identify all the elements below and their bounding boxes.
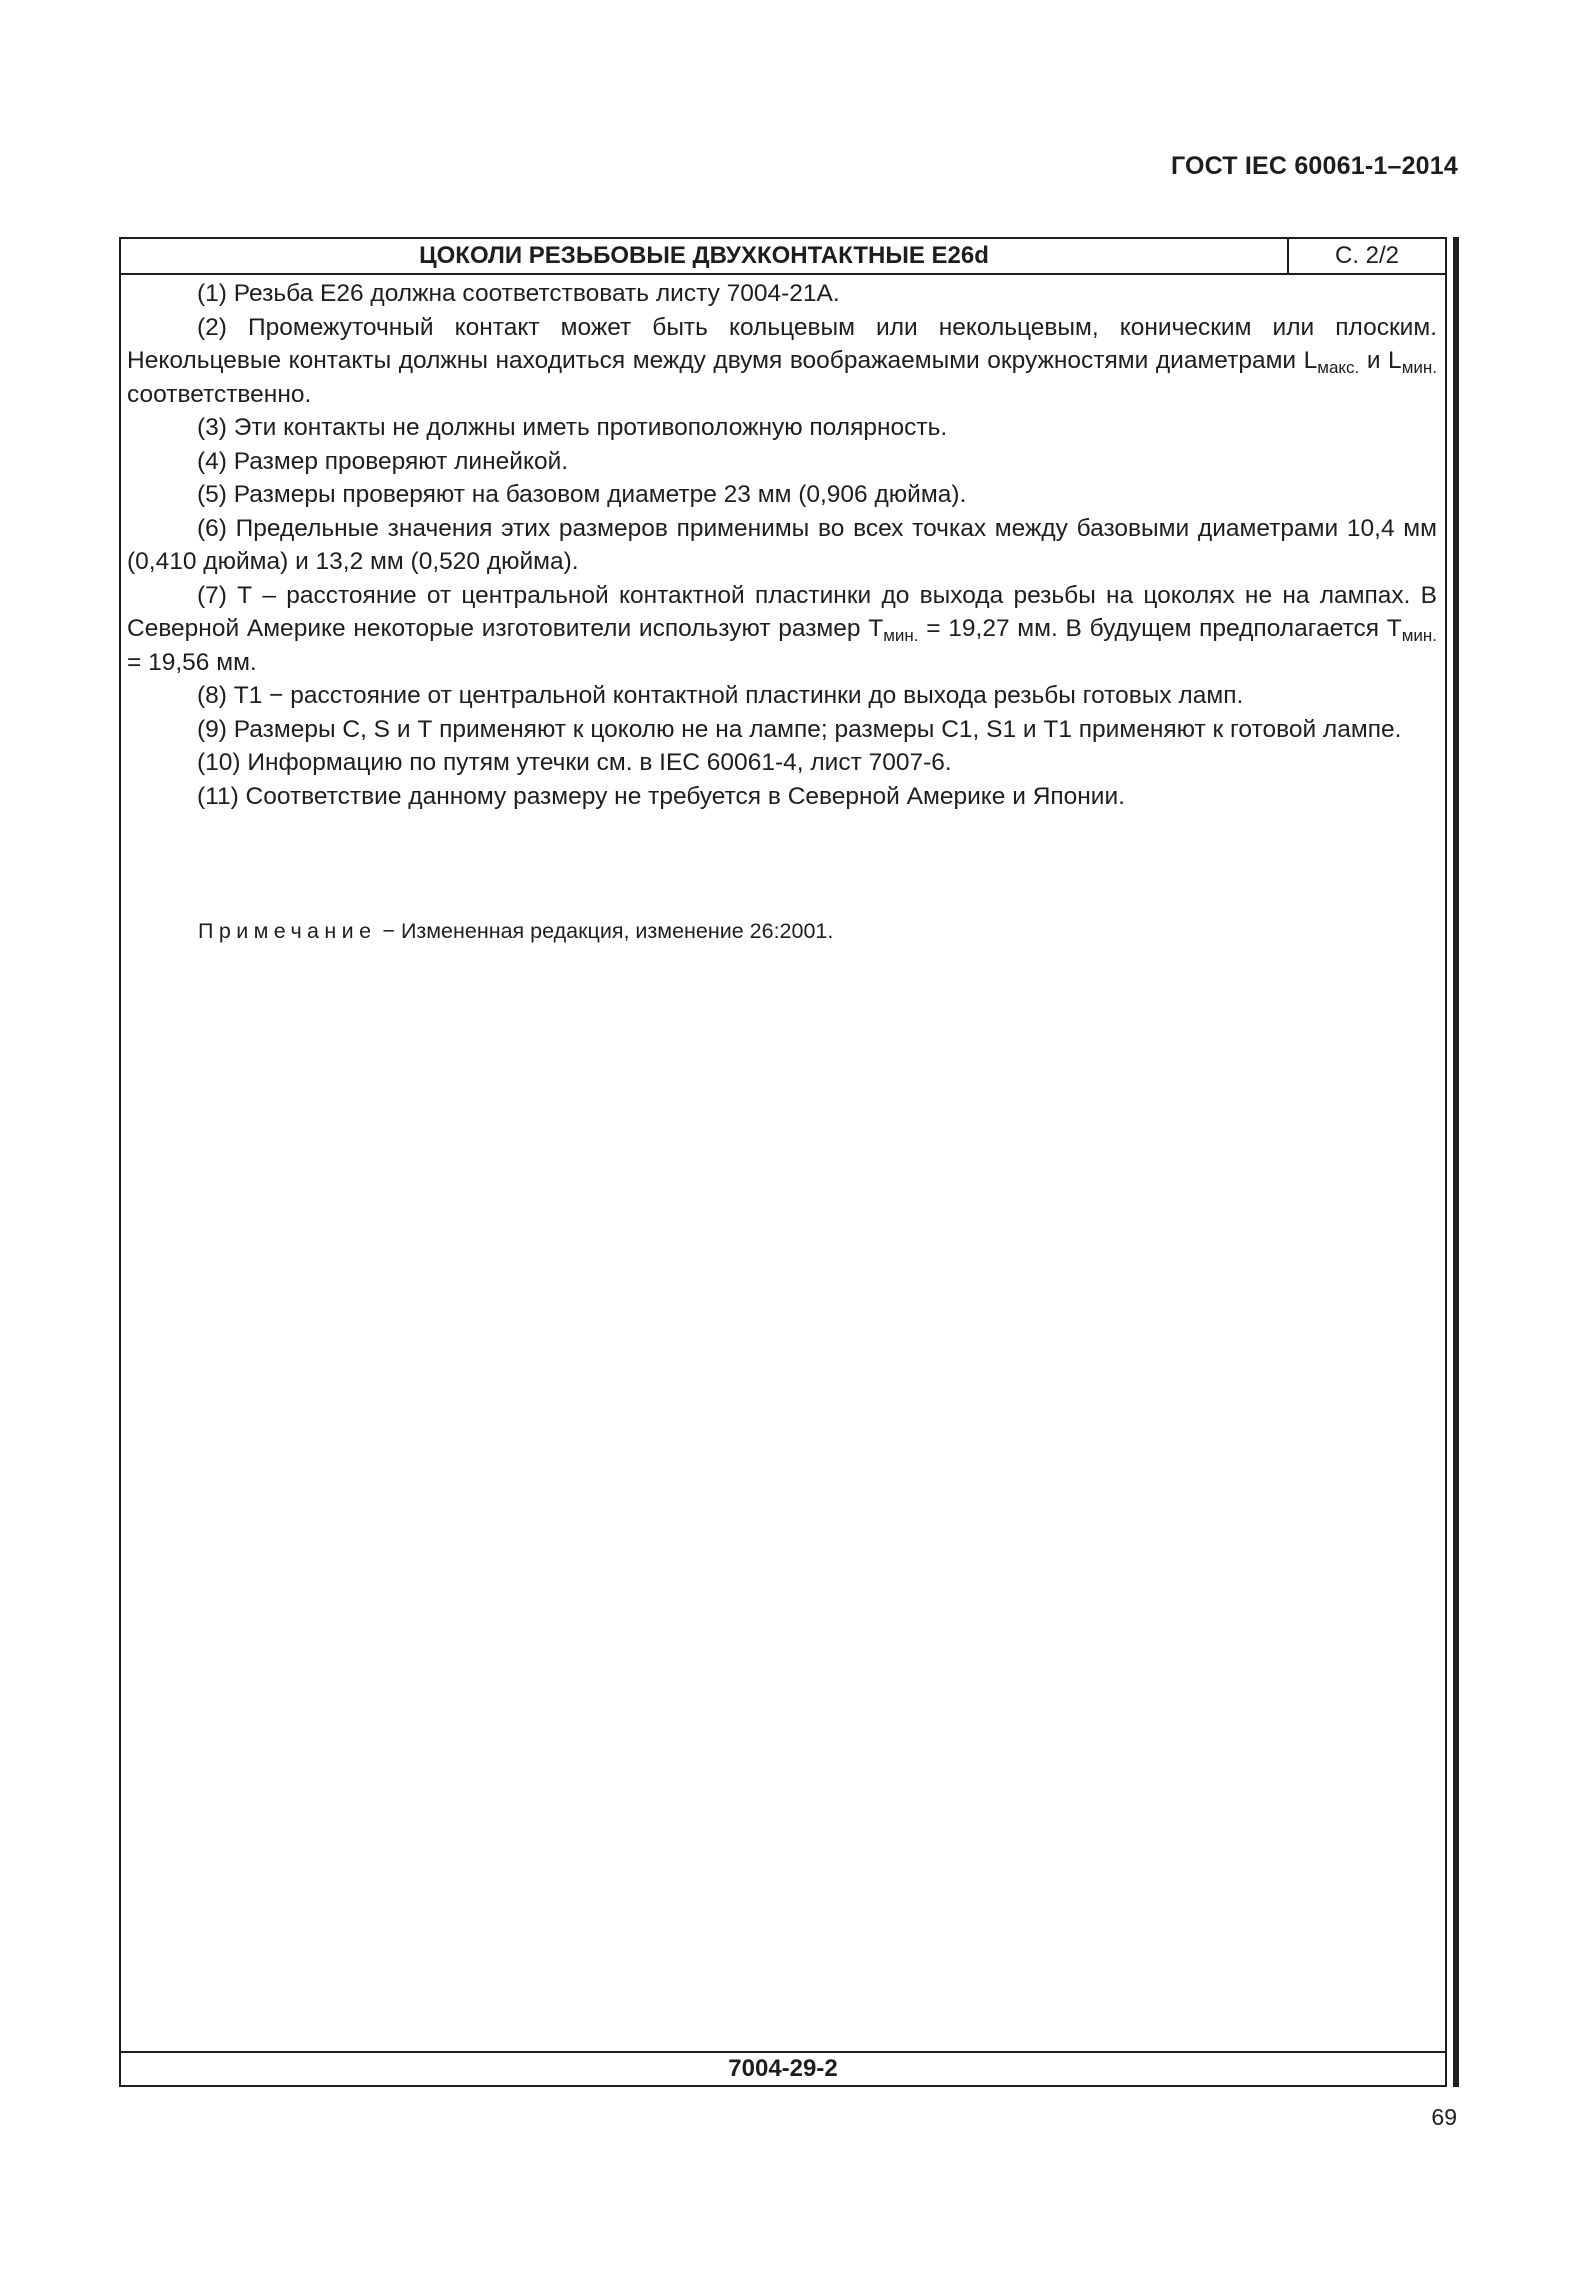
sheet-title: ЦОКОЛИ РЕЗЬБОВЫЕ ДВУХКОНТАКТНЫЕ E26d bbox=[121, 239, 1289, 273]
note-8: (8) Т1 − расстояние от центральной контактной пластинки до выхода резьбы готовых ламп. bbox=[197, 682, 1244, 709]
sheet-page-label: С. 2/2 bbox=[1334, 242, 1400, 269]
page-number: 69 bbox=[1431, 2104, 1457, 2130]
note-2: (2) Промежуточный контакт может быть кольцевым или некольцевым, коническим или плоским. Некольцевые контакты должны находиться между двумя воображаемыми окружностями диаметрами $L_{макс.}$ и $L_{мин.}$ соответственно. bbox=[127, 313, 1437, 408]
remark bbox=[198, 917, 833, 945]
note-1: (1) Резьба E26 должна соответствовать листу 7004-21А. bbox=[197, 280, 840, 307]
note-4: (4) Размер проверяют линейкой. bbox=[197, 447, 569, 475]
note-7: (7) Т – расстояние от центральной контактной пластинки до выхода резьбы на цоколях не на лампах. В Северной Америке некоторые изготовители используют размер $Т_{мин.} = 19,27$ мм. В будущем предполагается $Т_{мин.} = 19,56$ мм. bbox=[127, 581, 1437, 676]
note-5: (5) Размеры проверяют на базовом диаметре 23 мм (0,906 дюйма). bbox=[197, 481, 967, 508]
note-9: (9) Размеры С, S и Т применяют к цоколю не на лампе; размеры С1, S1 и Т1 применяют к готовой лампе. bbox=[197, 715, 1402, 743]
sheet-header bbox=[121, 239, 1445, 275]
note-3: (3) Эти контакты не должны иметь противоположную полярность. bbox=[197, 414, 948, 441]
document-code: ГОСТ IEC 60061-1–2014 bbox=[1170, 152, 1458, 180]
sheet-frame bbox=[119, 237, 1447, 2087]
sheet-number: 7004-29-2 bbox=[121, 2051, 1445, 2085]
remark-text: − Измененная редакция, изменение 26:2001. bbox=[376, 919, 834, 943]
notes-list bbox=[127, 277, 1437, 813]
note-11: (11) Соответствие данному размеру не требуется в Северной Америке и Японии. bbox=[197, 782, 1125, 810]
note-6: (6) Предельные значения этих размеров применимы во всех точках между базовыми диаметрами 10,4 мм (0,410 дюйма) и 13,2 мм (0,520 дюйма). bbox=[127, 514, 1437, 575]
remark-label: Примечание bbox=[198, 919, 377, 943]
frame-thick-border bbox=[1453, 237, 1459, 2087]
note-10: (10) Информацию по путям утечки см. в IEC 60061-4, лист 7007-6. bbox=[197, 749, 952, 776]
